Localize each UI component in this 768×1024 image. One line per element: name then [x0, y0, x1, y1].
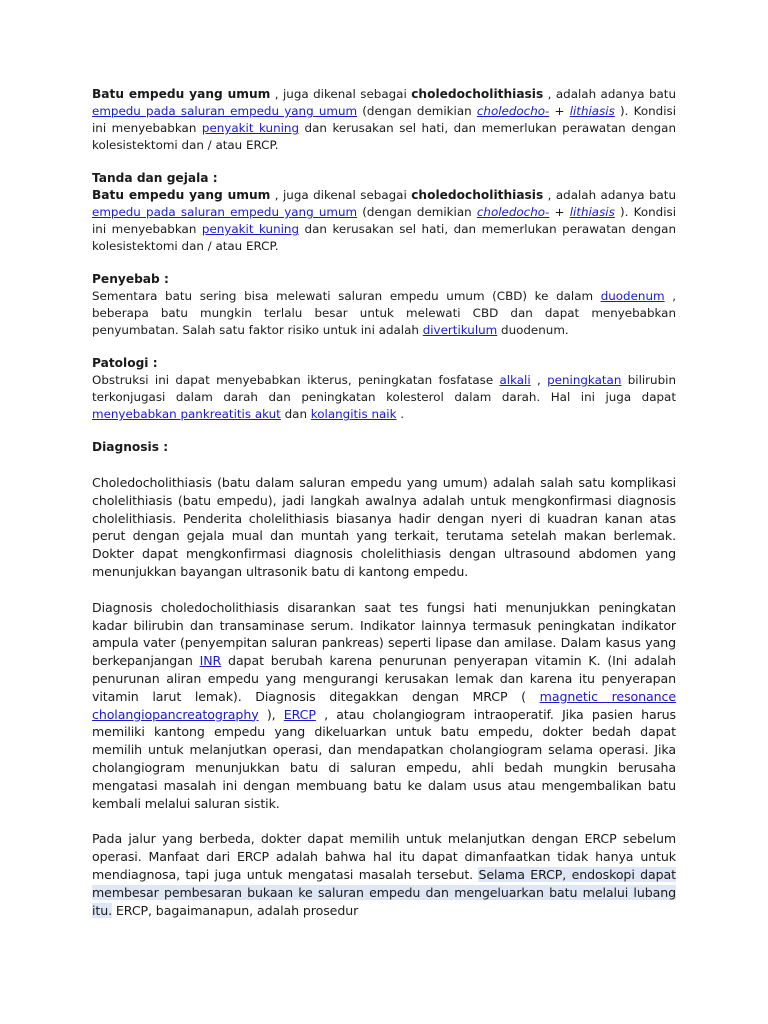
tanda-text: dan kerusakan sel hati, dan memerlukan perawatan dengan kolesistektomi dan / atau ERCP. [92, 222, 677, 253]
tanda-paragraph [92, 187, 676, 255]
tanda-link-lithiasis[interactable]: lithiasis [569, 205, 615, 219]
patologi-link-pankreatitis[interactable]: menyebabkan pankreatitis akut [92, 407, 281, 421]
patologi-paragraph [92, 372, 676, 423]
penyebab-link-divertikulum[interactable]: divertikulum [422, 323, 498, 337]
diagnosis-link-inr[interactable]: INR [199, 653, 222, 669]
diagnosis-paragraph-2 [92, 599, 676, 813]
intro-link-empedu[interactable]: empedu pada saluran empedu yang umum [92, 104, 358, 118]
intro-link-lithiasis[interactable]: lithiasis [569, 104, 615, 118]
intro-text: , adalah adanya batu [543, 87, 676, 101]
intro-bold-term-2: choledocholithiasis [411, 87, 544, 101]
patologi-link-alkali[interactable]: alkali [499, 373, 531, 387]
diagnosis-text: , atau cholangiogram intraoperatif. Jika pasien harus memiliki kantong empedu yang dikeluarkan untuk batu empedu, dokter bedah dapat memilih untuk melanjutkan operasi, dan mendapatkan cholangiogram selama operasi. Jika cholangiogram menunjukkan batu di saluran empedu, ahli bedah mungkin berusaha mengatasi masalah ini dengan membuang batu ke dalam usus atau mengembalikan batu kembali melalui saluran sistik. [92, 706, 676, 811]
tanda-bold-term: Batu empedu yang umum [92, 188, 271, 202]
tanda-text: ). Kondisi ini menyebabkan [92, 205, 676, 236]
heading-diagnosis: Diagnosis : [92, 440, 169, 454]
tanda-text: (dengan demikian [357, 205, 477, 219]
diagnosis-link-mrcp[interactable]: magnetic resonance cholangiopancreatography [92, 688, 676, 722]
diagnosis-text: Pada jalur yang berbeda, dokter dapat memilih untuk melanjutkan dengan ERCP sebelum operasi. Manfaat dari ERCP adalah bahwa hal itu dapat dimanfaatkan tidak hanya untuk mendiagnosa, tapi juga untuk mengatasi masalah tersebut. [92, 831, 676, 882]
intro-link-choledocho[interactable]: choledocho- [476, 104, 550, 118]
intro-text: + [549, 104, 570, 118]
document-body [92, 86, 676, 919]
intro-bold-term: Batu empedu yang umum [92, 87, 271, 101]
tanda-link-penyakit-kuning[interactable]: penyakit kuning [201, 222, 300, 236]
patologi-text: , [530, 373, 548, 387]
intro-text: , juga dikenal sebagai [270, 87, 412, 101]
tanda-text: , adalah adanya batu [543, 188, 676, 202]
patologi-text: dan [280, 407, 311, 421]
tanda-text: + [549, 205, 570, 219]
tanda-text: , juga dikenal sebagai [270, 188, 412, 202]
diagnosis-text: ERCP, bagaimanapun, adalah prosedur [112, 902, 359, 918]
heading-tanda-gejala: Tanda dan gejala : [92, 171, 218, 185]
diagnosis-text: dapat berubah karena penurunan penyerapan vitamin K. (Ini adalah penurunan aliran empedu yang mengurangi kerusakan lemak dan karena itu penyerapan vitamin larut lemak). Diagnosis ditegakkan dengan MRCP ( [92, 653, 676, 704]
penyebab-paragraph [92, 288, 676, 339]
tanda-bold-term-2: choledocholithiasis [411, 188, 544, 202]
patologi-link-kolangitis[interactable]: kolangitis naik [310, 407, 397, 421]
text-selection-highlight[interactable]: Selama ERCP, endoskopi dapat membesar pembesaran bukaan ke saluran empedu dan mengeluarkan batu melalui lubang itu. [92, 866, 676, 918]
diagnosis-link-ercp[interactable]: ERCP [283, 706, 316, 722]
tanda-link-empedu[interactable]: empedu pada saluran empedu yang umum [92, 205, 358, 219]
intro-text: ). Kondisi ini menyebabkan [92, 104, 676, 135]
diagnosis-text: Diagnosis choledocholithiasis disarankan saat tes fungsi hati menunjukkan peningkatan kadar bilirubin dan transaminase serum. Indikator lainnya termasuk peningkatan indikator ampula vater (penyempitan saluran pankreas) seperti lipase dan amilase. Dalam kasus yang berkepanjangan [92, 599, 676, 669]
heading-penyebab: Penyebab : [92, 272, 169, 286]
patologi-text: bilirubin terkonjugasi dalam darah dan peningkatan kolesterol dalam darah. Hal ini juga dapat [92, 373, 676, 404]
intro-text: (dengan demikian [357, 104, 477, 118]
patologi-text: . [396, 407, 405, 421]
diagnosis-paragraph-1: Choledocholithiasis (batu dalam saluran empedu yang umum) adalah salah satu komplikasi cholelithiasis (batu empedu), jadi langkah awalnya adalah untuk mengkonfirmasi diagnosis cholelithiasis. Penderita cholelithiasis biasanya hadir dengan nyeri di kuadran kanan atas perut dengan gejala mual dan muntah yang terkait, terutama setelah makan berlemak. Dokter dapat mengkonfirmasi diagnosis cholelithiasis dengan ultrasound abdomen yang menunjukkan bayangan ultrasonik batu di kantong empedu. [92, 475, 676, 579]
patologi-link-peningkatan[interactable]: peningkatan [547, 373, 622, 387]
heading-patologi: Patologi : [92, 356, 158, 370]
intro-text: dan kerusakan sel hati, dan memerlukan perawatan dengan kolesistektomi dan / atau ERCP. [92, 121, 677, 152]
patologi-text: Obstruksi ini dapat menyebabkan ikterus, peningkatan fosfatase [92, 373, 500, 387]
penyebab-text: , beberapa batu mungkin terlalu besar untuk melewati CBD dan dapat menyebabkan penyumbatan. Salah satu faktor risiko untuk ini adalah [92, 289, 676, 337]
penyebab-text: Sementara batu sering bisa melewati saluran empedu umum (CBD) ke dalam [92, 289, 601, 303]
tanda-link-choledocho[interactable]: choledocho- [476, 205, 550, 219]
intro-paragraph [92, 86, 676, 154]
penyebab-text: duodenum. [497, 323, 569, 337]
diagnosis-text: ), [258, 706, 284, 722]
penyebab-link-duodenum[interactable]: duodenum [600, 289, 665, 303]
intro-link-penyakit-kuning[interactable]: penyakit kuning [201, 121, 300, 135]
diagnosis-paragraph-3 [92, 830, 676, 919]
